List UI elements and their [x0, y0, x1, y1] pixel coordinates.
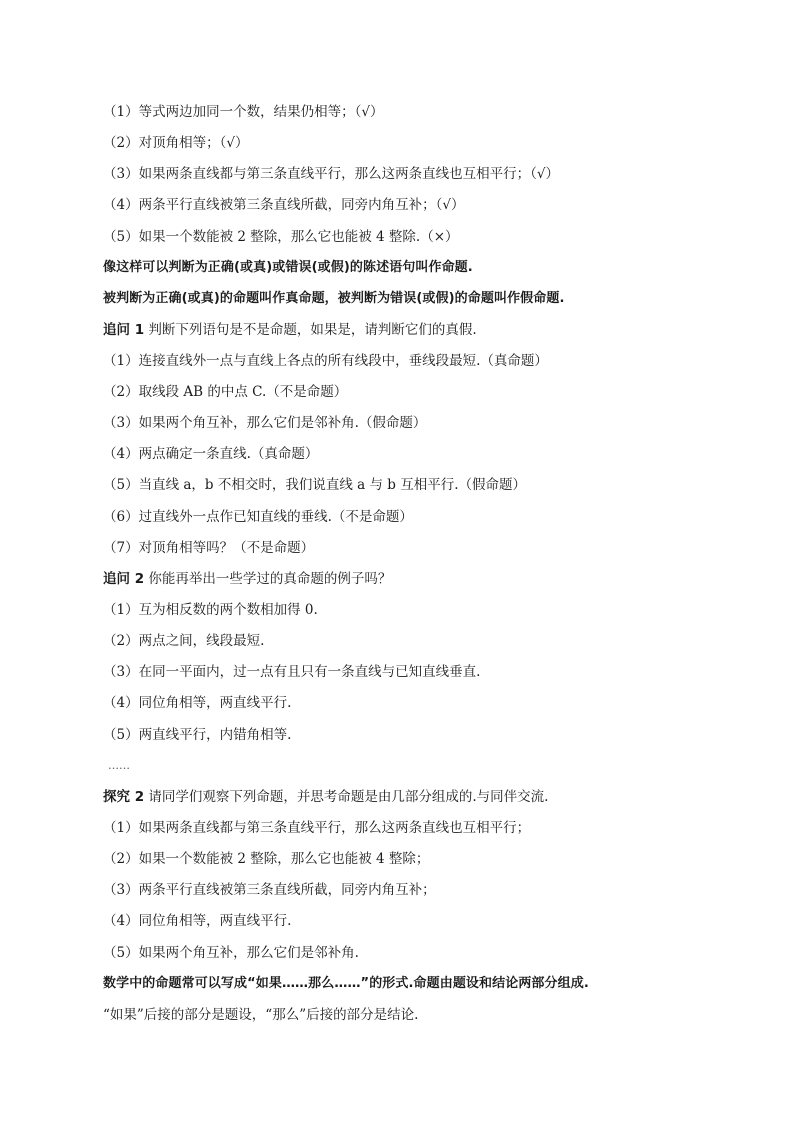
question-2-text: 你能再举出一些学过的真命题的例子吗？ [144, 571, 392, 587]
question-2-item-3: （3）在同一平面内，过一点有且只有一条直线与已知直线垂直. [103, 664, 481, 680]
question-1-item-2: （2）取线段 AB 的中点 C.（不是命题） [103, 384, 348, 400]
explore-2-item-4: （4）同位角相等，两直线平行. [103, 913, 292, 929]
question-2-item-5: （5）两直线平行，内错角相等. [103, 727, 292, 743]
explore-2-item-1: （1）如果两条直线都与第三条直线平行，那么这两条直线也互相平行； [103, 820, 531, 836]
question-2-lead: 追问 2 [103, 571, 145, 587]
explore-2-item-2: （2）如果一个数能被 2 整除，那么它也能被 4 整除； [103, 851, 430, 867]
statement-2: （2）对顶角相等；（√） [103, 135, 249, 151]
question-2-item-2: （2）两点之间，线段最短. [103, 633, 265, 649]
question-1-item-5: （5）当直线 a，b 不相交时，我们说直线 a 与 b 互相平行.（假命题） [103, 477, 527, 493]
explore-2-heading [103, 788, 548, 806]
statement-3: （3）如果两条直线都与第三条直线平行，那么这两条直线也互相平行；（√） [103, 166, 559, 182]
explore-2-lead: 探究 2 [103, 789, 145, 805]
question-1-item-3: （3）如果两个角互补，那么它们是邻补角.（假命题） [103, 415, 427, 431]
statement-5: （5）如果一个数能被 2 整除，那么它也能被 4 整除.（×） [103, 229, 459, 245]
explore-2-item-3: （3）两条平行直线被第三条直线所截，同旁内角互补； [103, 882, 436, 898]
question-2-item-1: （1）互为相反数的两个数相加得 0. [103, 602, 318, 618]
explore-2-text: 请同学们观察下列命题，并思考命题是由几部分组成的.与同伴交流. [144, 789, 549, 805]
question-1-item-6: （6）过直线外一点作已知直线的垂线.（不是命题） [103, 509, 413, 525]
question-1-item-1: （1）连接直线外一点与直线上各点的所有线段中，垂线段最短.（真命题） [103, 353, 548, 369]
statement-4: （4）两条平行直线被第三条直线所截，同旁内角互补；（√） [103, 197, 465, 213]
question-2-heading [103, 570, 391, 588]
conclusion-parts: “如果”后接的部分是题设，“那么”后接的部分是结论. [103, 1007, 419, 1023]
question-1-text: 判断下列语句是不是命题，如果是，请判断它们的真假. [144, 322, 477, 338]
question-1-lead: 追问 1 [103, 322, 145, 338]
question-1-item-4: （4）两点确定一条直线.（真命题） [103, 446, 319, 462]
definition-true-false: 被判断为正确(或真)的命题叫作真命题，被判断为错误(或假)的命题叫作假命题. [103, 291, 565, 306]
conclusion-form: 数学中的命题常可以写成“如果……那么……”的形式.命题由题设和结论两部分组成. [103, 976, 589, 991]
question-1-item-7: （7）对顶角相等吗？（不是命题） [103, 540, 315, 556]
statement-1: （1）等式两边加同一个数，结果仍相等；（√） [103, 104, 384, 120]
explore-2-item-5: （5）如果两个角互补，那么它们是邻补角. [103, 945, 359, 961]
definition-proposition: 像这样可以判断为正确(或真)或错误(或假)的陈述语句叫作命题. [103, 260, 473, 275]
question-2-item-4: （4）同位角相等，两直线平行. [103, 695, 292, 711]
question-1-heading [103, 321, 477, 339]
question-2-ellipsis: …… [108, 759, 130, 772]
